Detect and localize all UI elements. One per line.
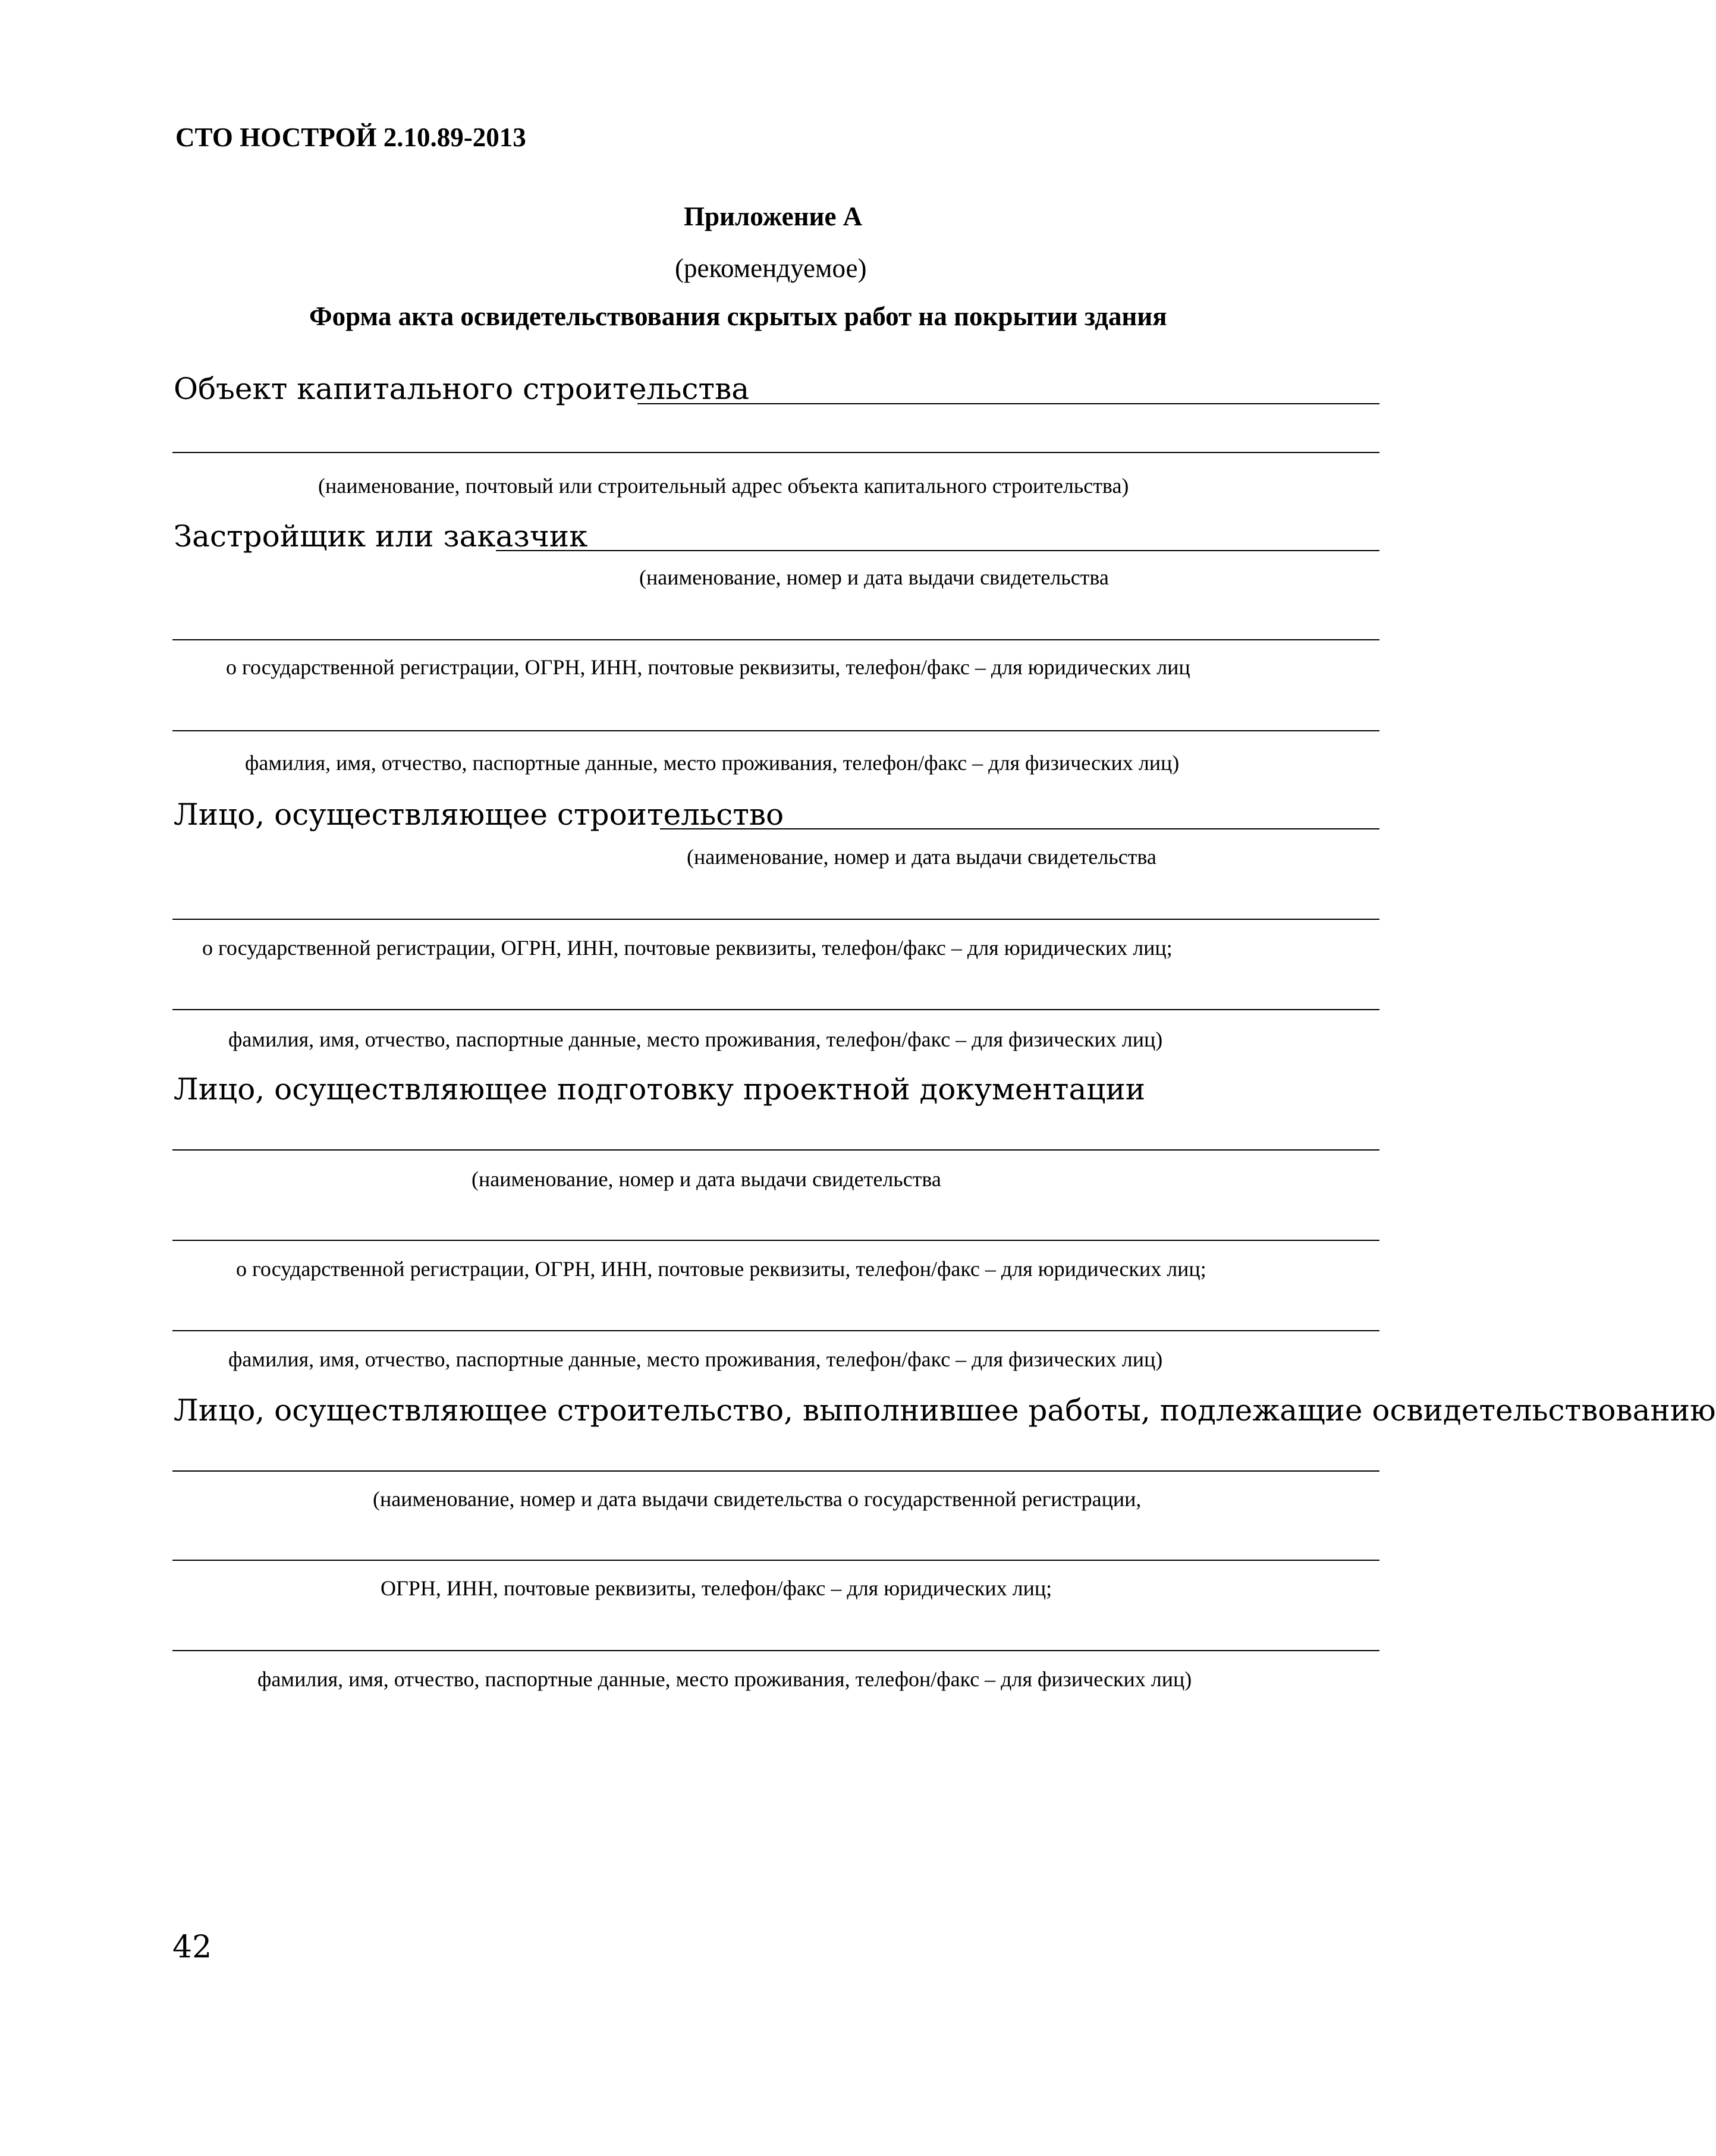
developer-caption-1: (наименование, номер и дата выдачи свидетельства: [639, 565, 1109, 589]
builder-input-line-2[interactable]: [172, 919, 1379, 920]
performer-input-line[interactable]: [172, 1470, 1379, 1472]
performer-label: Лицо, осуществляющее строительство, выполнившее работы, подлежащие освидетельствованию: [174, 1393, 1716, 1428]
designer-label: Лицо, осуществляющее подготовку проектной документации: [174, 1072, 1146, 1107]
developer-caption-3: фамилия, имя, отчество, паспортные данные, место проживания, телефон/факс – для физических лиц): [245, 751, 1180, 775]
designer-input-line-3[interactable]: [172, 1330, 1379, 1331]
builder-caption-2: о государственной регистрации, ОГРН, ИНН, почтовые реквизиты, телефон/факс – для юридических лиц;: [202, 936, 1173, 960]
builder-caption-3: фамилия, имя, отчество, паспортные данные, место проживания, телефон/факс – для физических лиц): [228, 1027, 1163, 1051]
developer-caption-2: о государственной регистрации, ОГРН, ИНН, почтовые реквизиты, телефон/факс – для юридических лиц: [226, 655, 1190, 679]
builder-label: Лицо, осуществляющее строительство: [174, 797, 784, 832]
form-title: Форма акта освидетельствования скрытых работ на покрытии здания: [309, 301, 1167, 331]
page-number: 42: [172, 1929, 212, 1965]
designer-input-line-2[interactable]: [172, 1240, 1379, 1241]
document-header: СТО НОСТРОЙ 2.10.89-2013: [175, 122, 526, 152]
designer-input-line[interactable]: [172, 1149, 1379, 1151]
developer-input-line-3[interactable]: [172, 730, 1379, 731]
object-input-line-2[interactable]: [172, 452, 1379, 453]
appendix-subtitle: (рекомендуемое): [675, 253, 867, 283]
developer-label: Застройщик или заказчик: [174, 519, 588, 554]
appendix-title: Приложение А: [684, 202, 863, 231]
builder-input-line-3[interactable]: [172, 1009, 1379, 1010]
object-caption: (наименование, почтовый или строительный адрес объекта капитального строительства): [318, 474, 1129, 498]
builder-input-line[interactable]: [660, 828, 1379, 829]
developer-input-line[interactable]: [496, 550, 1379, 551]
performer-caption-3: фамилия, имя, отчество, паспортные данные, место проживания, телефон/факс – для физических лиц): [257, 1667, 1192, 1691]
developer-input-line-2[interactable]: [172, 639, 1379, 640]
object-input-line[interactable]: [637, 403, 1379, 404]
object-label: Объект капитального строительства: [174, 372, 750, 406]
designer-caption-2: о государственной регистрации, ОГРН, ИНН, почтовые реквизиты, телефон/факс – для юридических лиц;: [236, 1257, 1206, 1281]
designer-caption-1: (наименование, номер и дата выдачи свидетельства: [472, 1167, 941, 1191]
builder-caption-1: (наименование, номер и дата выдачи свидетельства: [687, 845, 1156, 869]
performer-input-line-2[interactable]: [172, 1560, 1379, 1561]
designer-caption-3: фамилия, имя, отчество, паспортные данные, место проживания, телефон/факс – для физических лиц): [228, 1347, 1163, 1371]
performer-caption-1: (наименование, номер и дата выдачи свидетельства о государственной регистрации,: [373, 1487, 1142, 1511]
performer-caption-2: ОГРН, ИНН, почтовые реквизиты, телефон/факс – для юридических лиц;: [381, 1576, 1052, 1600]
performer-input-line-3[interactable]: [172, 1650, 1379, 1651]
